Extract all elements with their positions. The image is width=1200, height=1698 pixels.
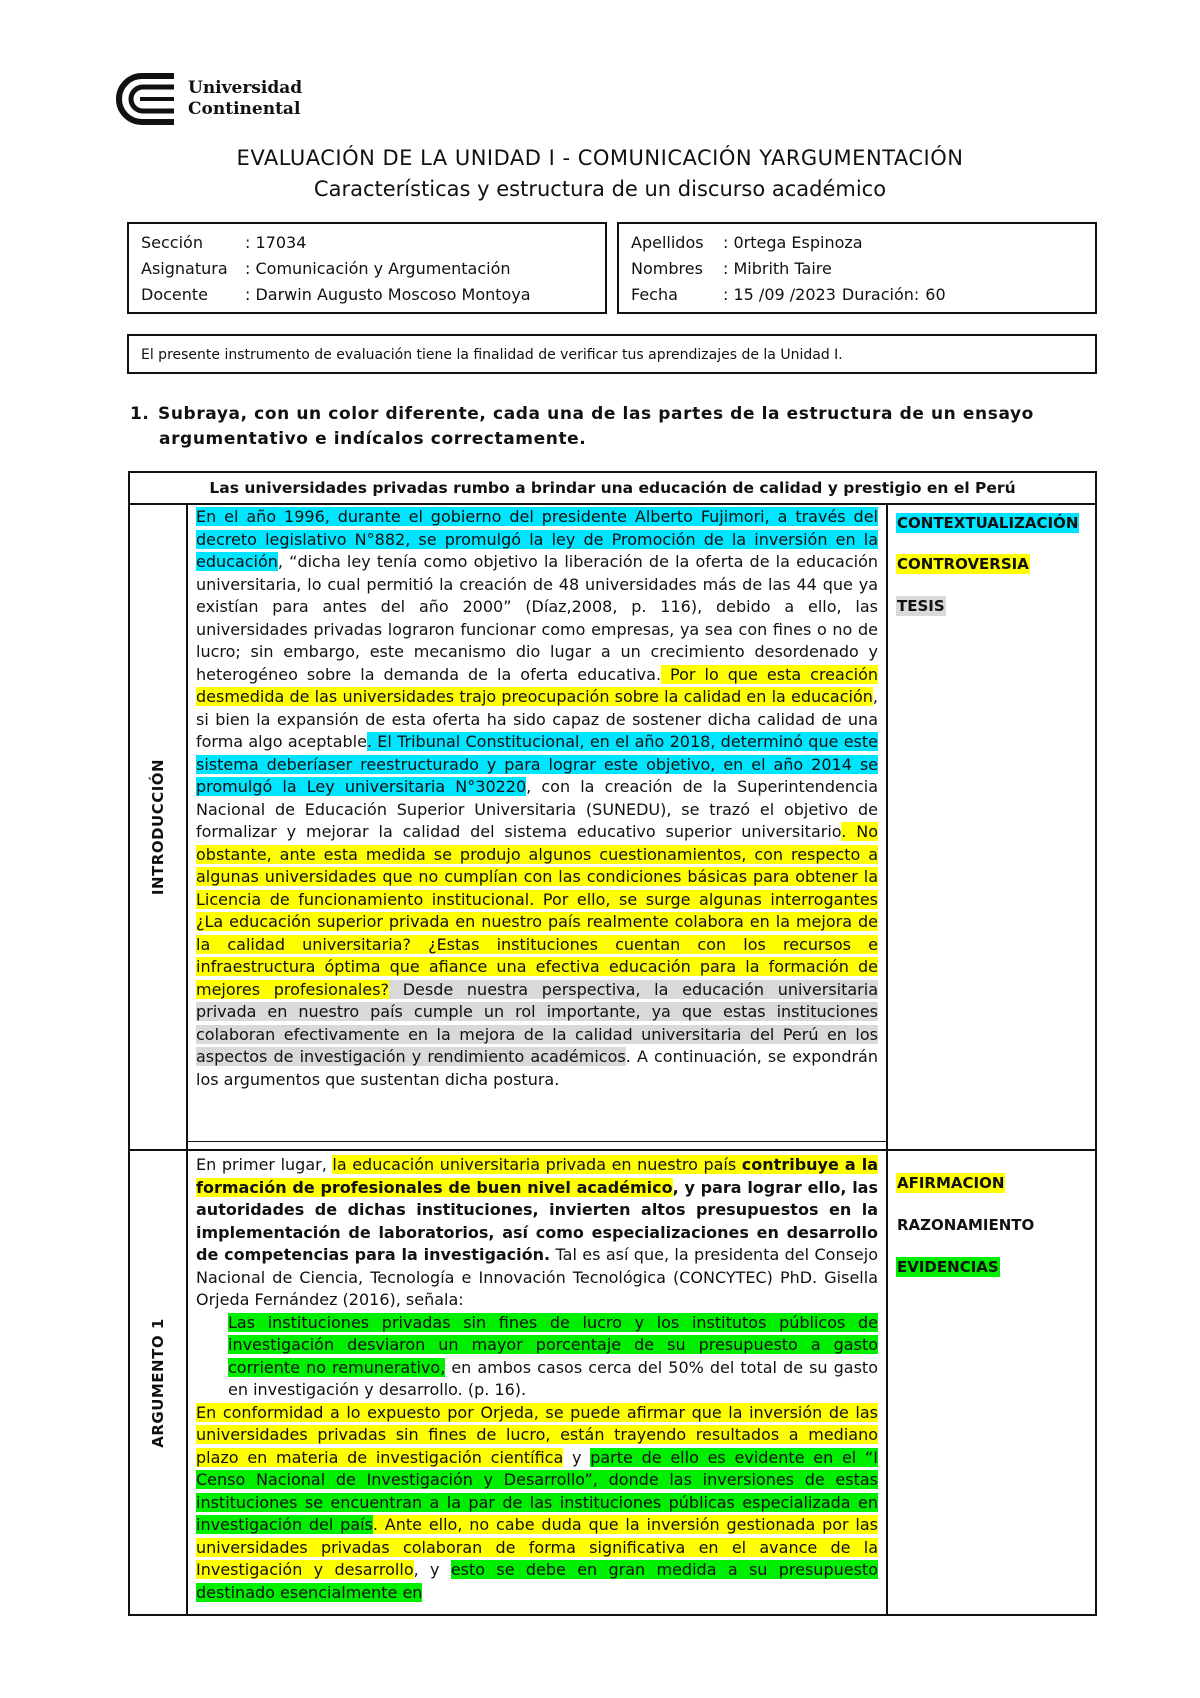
logo-line-1: Universidad [188, 78, 303, 98]
duracion-value: 60 [925, 285, 946, 304]
seccion-value: : 17034 [245, 233, 307, 252]
university-logo [116, 72, 302, 126]
tag-evidencias: EVIDENCIAS [897, 1258, 999, 1276]
arg1-text-7: y [563, 1447, 591, 1467]
instructions-note: El presente instrumento de evaluación tiene la finalidad de verificar tus aprendizajes de la Unidad I. [127, 334, 1097, 374]
arg1-paragraph [196, 1154, 878, 1614]
page-title: EVALUACIÓN DE LA UNIDAD I - COMUNICACIÓN YARGUMENTACIÓN [236, 146, 964, 170]
question-1 [130, 402, 1090, 452]
essay-title: Las universidades privadas rumbo a brindar una educación de calidad y prestigio en el Perú [130, 473, 1095, 505]
arg1-razonamiento: , y para lograr ello, las autoridades de dichas instituciones, invierten altos presupuestos en la implementación de laboratorios, así como especializaciones en desarrollo de competencias para la investigación. [196, 1177, 878, 1264]
tag-contextualizacion: CONTEXTUALIZACIÓN [897, 514, 1079, 532]
fecha-value: : 15 /09 /2023 [723, 285, 836, 304]
apellidos-label: Apellidos [631, 233, 704, 252]
course-info-box [127, 222, 607, 314]
arg1-evidencia-3: esto se debe en gran medida a su presupuesto destinado esencialmente en [196, 1560, 878, 1602]
tag-tesis: TESIS [897, 597, 945, 615]
row-divider-inner [188, 1141, 886, 1142]
arg1-quote-evidence: Las instituciones privadas sin fines de lucro y los institutos públicos de investigación desviaron un mayor porcentaje de su presupuesto a gasto corriente no remunerativo, [228, 1312, 878, 1377]
asignatura-label: Asignatura [141, 259, 228, 278]
logo-line-2: Continental [188, 99, 301, 119]
arg1-afirmacion-3: En conformidad a lo expuesto por Orjeda, se puede afirmar que la inversión de las universidades privadas sin fines de lucro, están trayendo resultados a mediano plazo en materia de investigación científica [196, 1402, 878, 1467]
fecha-label: Fecha [631, 285, 678, 304]
column-divider-left [186, 503, 188, 1614]
nombres-row [631, 256, 1083, 282]
arg1-label-text: ARGUMENTO 1 [149, 1317, 167, 1448]
arg1-quote [196, 1312, 878, 1402]
seccion-row [141, 230, 593, 256]
intro-controversia-1: Por lo que esta creación desmedida de las universidades trajo preocupación sobre la calidad en la educación [196, 664, 878, 706]
asignatura-value: : Comunicación y Argumentación [245, 259, 511, 278]
fecha-row [631, 282, 1083, 308]
intro-tesis: Desde nuestra perspectiva, la educación universitaria privada en nuestro país cumple un rol importante, ya que estas instituciones colaboran efectivamente en la mejora de la calidad universitaria del Perú en los aspectos de investigación y rendimiento académicos [196, 979, 879, 1066]
intro-paragraph [196, 506, 878, 1091]
asignatura-row [141, 256, 593, 282]
logo-text [188, 78, 302, 120]
page-subtitle: Características y estructura de un discurso académico [313, 177, 887, 201]
apellidos-value: : 0rtega Espinoza [723, 233, 863, 252]
row-divider [130, 1149, 1095, 1151]
tag-afirmacion: AFIRMACION [897, 1174, 1005, 1192]
docente-value: : Darwin Augusto Moscoso Montoya [245, 285, 531, 304]
essay-table [128, 471, 1097, 1616]
intro-text-2: , “dicha ley tenía como objetivo la liberación de la oferta de la educación universitaria, lo cual permitió la creación de 48 universidades más de las 44 que ya existían para antes del año 2000” (Díaz,2008, p. 116), debido a ello, las universidades privadas lograron funcionar como empresas, ya sea con fines o no de lucro; sin embargo, este mecanismo dio lugar a un crecimiento desordenado y heterogéneo sobre la demanda de la oferta educativa. [196, 552, 878, 684]
question-line-1: Subraya, con un color diferente, cada una de las partes de la estructura de un ensayo [158, 404, 1034, 424]
tag-controversia: CONTROVERSIA [897, 555, 1029, 573]
arg1-quote-rest: en ambos casos cerca del 50% del total de su gasto en investigación y desarrollo. (p. 16). [228, 1357, 878, 1399]
docente-row [141, 282, 593, 308]
arg1-evidencia-2: parte de ello es evidente en el “I Censo Nacional de Investigación y Desarrollo”, donde las inversiones de estas instituciones se encuentran a la par de las instituciones públicas especializada en investigación del país [196, 1447, 878, 1534]
duracion-label: Duración: [841, 285, 920, 304]
arg1-tags [896, 1173, 1091, 1313]
arg1-text-1: En primer lugar, [196, 1155, 333, 1174]
question-line-2: argumentativo e indícalos correctamente. [159, 429, 587, 449]
intro-contextualizacion-2: . El Tribunal Constitucional, en el año 2018, determinó que este sistema deberíaser reestructurado y para lograr este objetivo, en el año 2014 se promulgó la Ley universitaria N°30220 [196, 732, 878, 796]
docente-label: Docente [141, 285, 209, 304]
arg1-afirmacion-1: la educación universitaria privada en nuestro país [332, 1155, 742, 1174]
question-number: 1. [130, 404, 150, 424]
intro-section-label [130, 505, 186, 1149]
continental-logo-icon [116, 72, 176, 126]
arg1-afirmacion-4: . Ante ello, no cabe duda que la inversión gestionada por las universidades privadas colaboran de forma significativa en el avance de la Investigación y desarrollo [196, 1515, 878, 1579]
column-divider-right [886, 503, 888, 1614]
seccion-label: Sección [141, 233, 203, 252]
intro-tags [896, 503, 1091, 643]
apellidos-row [631, 230, 1083, 256]
arg1-afirmacion-2: contribuye a la formación de profesionales de buen nivel académico [196, 1155, 878, 1197]
intro-controversia-2: . No obstante, ante esta medida se produjo algunos cuestionamientos, con respecto a algunas universidades que no cumplían con las condiciones básicas para obtener la Licencia de funcionamiento institucional. Por ello, se surge algunas interrogantes ¿La educación superior privada en nuestro país realmente colabora en la mejora de la calidad universitaria? ¿Estas instituciones cuentan con los recursos e infraestructura óptima que afiance una efectiva educación para la formación de mejores profesionales? [196, 822, 878, 999]
nombres-label: Nombres [631, 259, 703, 278]
student-info-box [617, 222, 1097, 314]
intro-text-9: . A continuación, se expondrán los argumentos que sustentan dicha postura. [196, 1047, 878, 1089]
intro-text-4: , si bien la expansión de esta oferta ha sido capaz de sostener dicha calidad de una forma algo aceptable [196, 687, 878, 751]
arg1-section-label [130, 1151, 186, 1614]
arg1-text-5: Tal es así que, la presidenta del Consejo Nacional de Ciencia, Tecnología e Innovación Tecnológica (CONCYTEC) PhD. Gisella Orjeda Fernández (2016), señala: [196, 1245, 878, 1309]
intro-label-text: INTRODUCCIÓN [149, 758, 168, 896]
intro-contextualizacion-1: En el año 1996, durante el gobierno del presidente Alberto Fujimori, a través del decreto legislativo N°882, se promulgó la ley de Promoción de la inversión en la educación [196, 507, 878, 571]
intro-text-6: , con la creación de la Superintendencia Nacional de Educación Superior Universitaria (SUNEDU), se trazó el objetivo de formalizar y mejorar la calidad del sistema educativo superior universitario [196, 777, 879, 841]
tag-razonamiento: RAZONAMIENTO [897, 1216, 1035, 1234]
arg1-text-10: , y [413, 1560, 451, 1579]
nombres-value: : Mibrith Taire [723, 259, 832, 278]
